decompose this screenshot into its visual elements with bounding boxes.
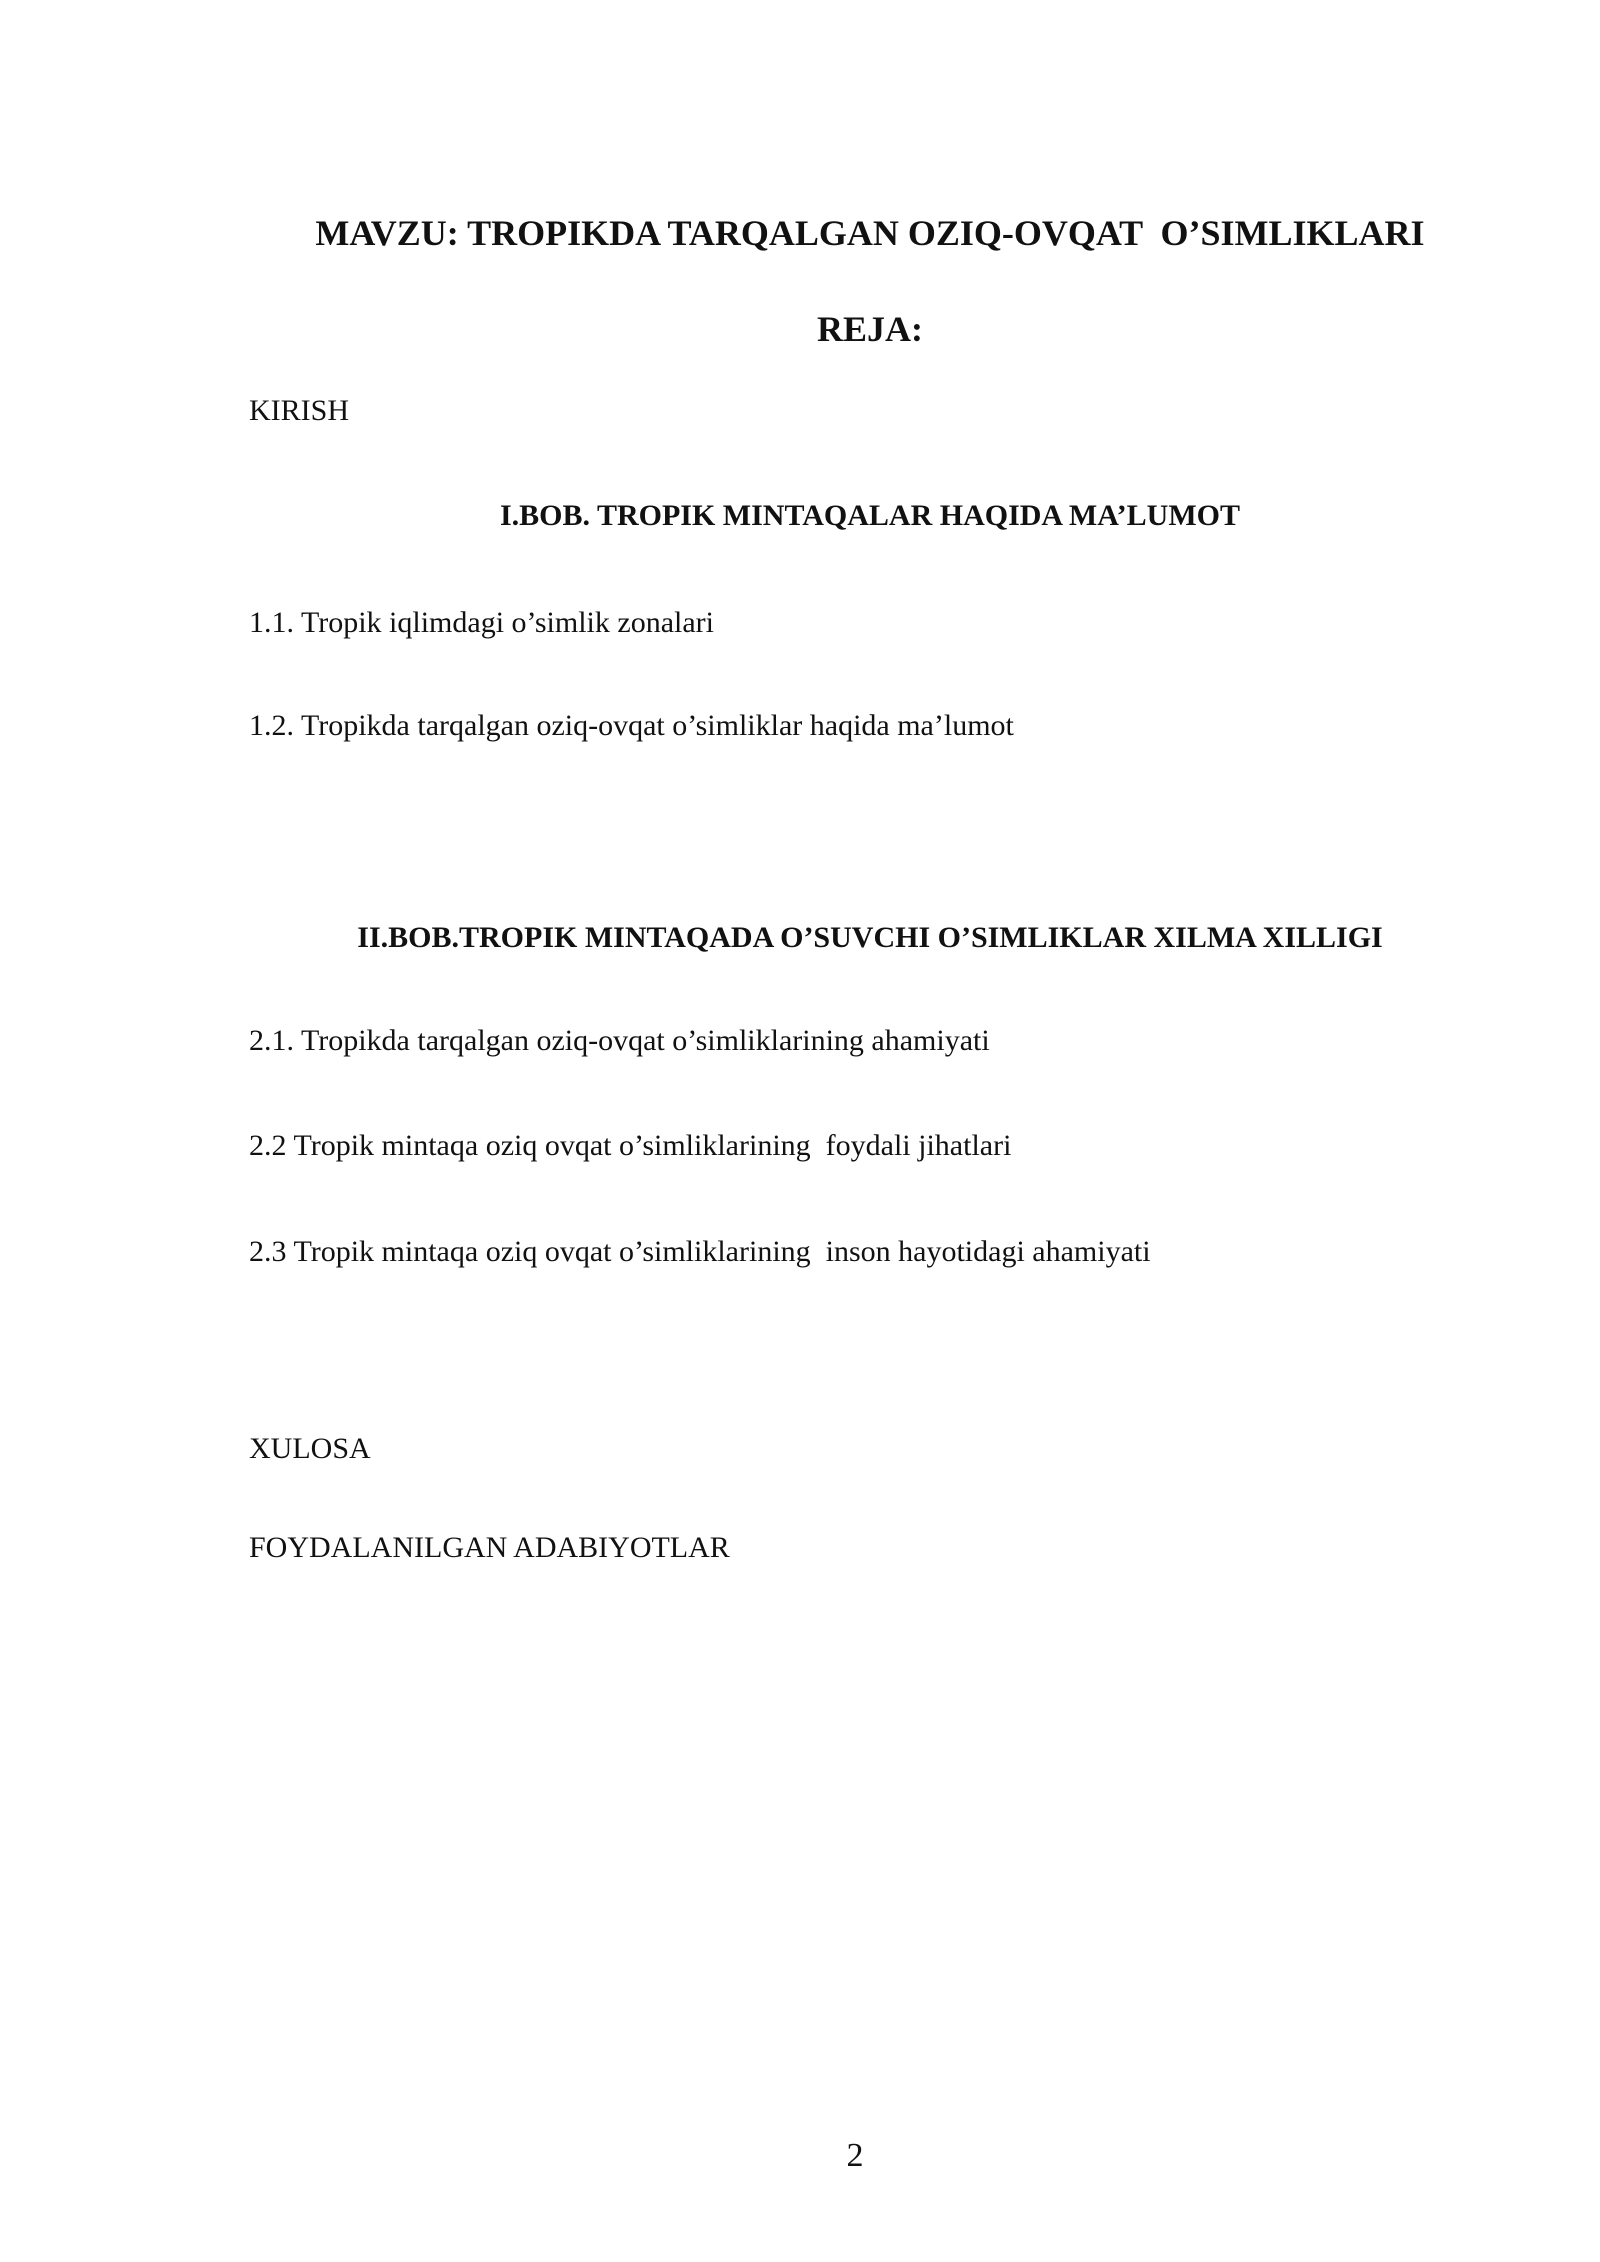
conclusion-item: XULOSA xyxy=(249,1432,371,1465)
document-title: MAVZU: TROPIKDA TARQALGAN OZIQ-OVQAT O’SIMLIKLARI xyxy=(315,213,1425,253)
chapter2-item-1: 2.1. Tropikda tarqalgan oziq-ovqat o’simliklarining ahamiyati xyxy=(249,1024,990,1057)
chapter1-item-1: 1.1. Tropik iqlimdagi o’simlik zonalari xyxy=(249,606,714,639)
chapter2-item-2: 2.2 Tropik mintaqa oziq ovqat o’simliklarining foydali jihatlari xyxy=(249,1129,1012,1162)
chapter1-item-2: 1.2. Tropikda tarqalgan oziq-ovqat o’simliklar haqida ma’lumot xyxy=(249,709,1014,742)
references-item: FOYDALANILGAN ADABIYOTLAR xyxy=(249,1531,730,1564)
chapter2-item-3: 2.3 Tropik mintaqa oziq ovqat o’simliklarining inson hayotidagi ahamiyati xyxy=(249,1235,1151,1268)
intro-item: KIRISH xyxy=(249,394,350,427)
chapter1-heading: I.BOB. TROPIK MINTAQALAR HAQIDA MA’LUMOT xyxy=(499,499,1241,532)
chapter2-heading: II.BOB.TROPIK MINTAQADA O’SUVCHI O’SIMLIKLAR XILMA XILLIGI xyxy=(357,921,1383,954)
plan-heading: REJA: xyxy=(817,309,923,349)
page-number: 2 xyxy=(846,2137,864,2174)
